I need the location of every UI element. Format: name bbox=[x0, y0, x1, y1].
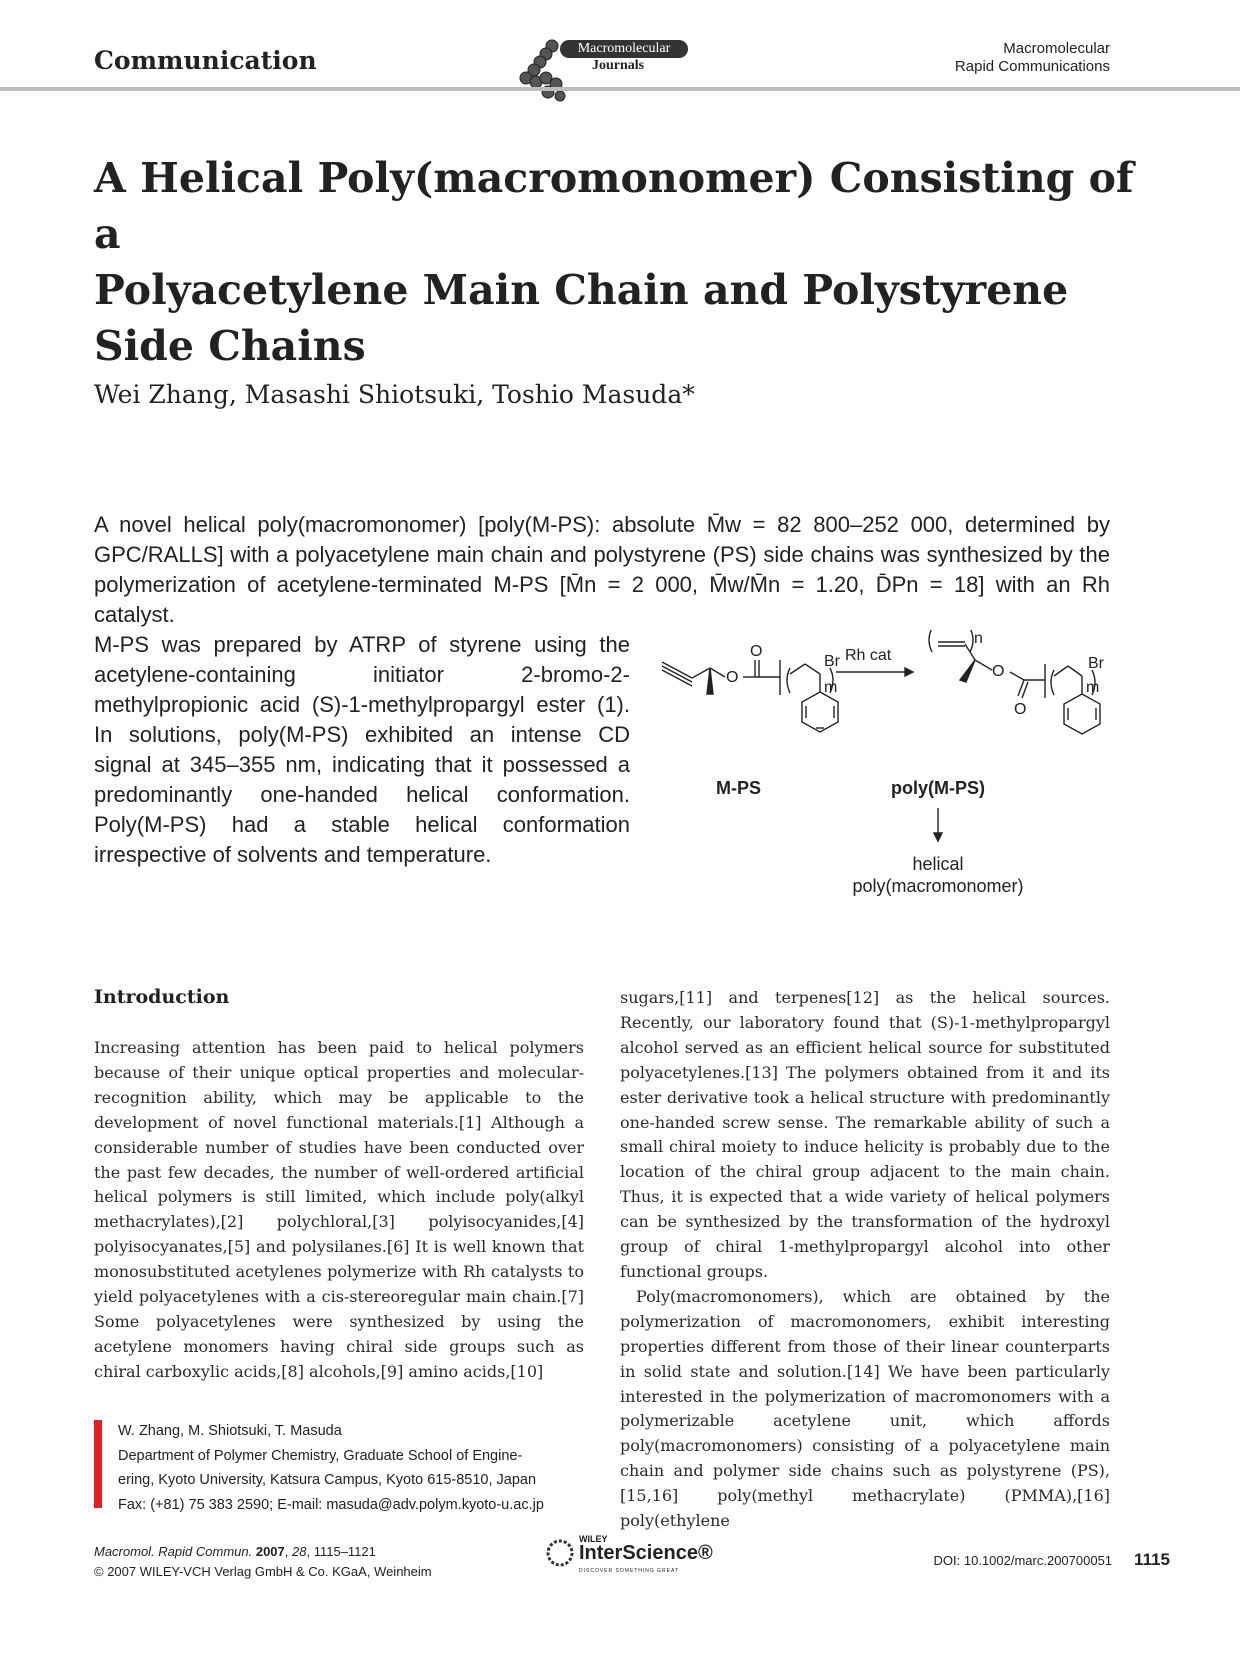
copyright: © 2007 WILEY-VCH Verlag GmbH & Co. KGaA, Weinheim bbox=[94, 1564, 432, 1579]
affiliation-line: Department of Polymer Chemistry, Graduate School of Engine- bbox=[118, 1447, 523, 1464]
globe-icon bbox=[545, 1538, 575, 1568]
reaction-scheme bbox=[640, 630, 1120, 950]
affiliation-contact: Fax: (+81) 75 383 2590; E-mail: masuda@adv.polym.kyoto-u.ac.jp bbox=[118, 1496, 544, 1513]
citation-footer bbox=[94, 1542, 432, 1582]
citation-year: 2007 bbox=[255, 1544, 285, 1559]
title-line: Side Chains bbox=[94, 322, 366, 370]
chemical-structure-diagram bbox=[640, 630, 1120, 950]
atom-br: Br bbox=[824, 653, 840, 670]
monomer-label: M-PS bbox=[716, 778, 761, 798]
atom-o: O bbox=[992, 663, 1005, 680]
atom-o: O bbox=[1014, 701, 1027, 718]
author-list: Wei Zhang, Masashi Shiotsuki, Toshio Masuda* bbox=[94, 380, 695, 409]
section-label: Communication bbox=[94, 46, 317, 75]
polymer-label: poly(M-PS) bbox=[891, 778, 985, 798]
atom-o: O bbox=[726, 669, 739, 686]
intro-right-paragraph-2: Poly(macromonomers), which are obtained by the polymerization of macromonomers, exhibit interesting properties different from those of their linear counterparts in solid state and solution.[14] We have been particularly interested in the polymerization of macromonomers with a polymerizable acetylene unit, which affords poly(macromonomers) consisting of a polyacetylene main chain and polymer side chains such as polystyrene (PS),[15,16] poly(methyl methacrylate) (PMMA),[16] poly(ethylene bbox=[620, 1286, 1110, 1531]
publisher-top: WILEY bbox=[579, 1534, 608, 1544]
abstract-full-width: A novel helical poly(macromonomer) [poly(M-PS): absolute M̄w = 82 800–252 000, determined by GPC/RALLS] with a polyacetylene main chain and polystyrene (PS) side chains was synthesized by the polymerization of acetylene-terminated M-PS [M̄n = 2 000, M̄w/M̄n = 1.20, D̄Pn = 18] with an Rh catalyst. bbox=[94, 512, 1110, 627]
citation-journal: Macromol. Rapid Commun. bbox=[94, 1544, 253, 1559]
affiliation-text bbox=[118, 1419, 544, 1517]
logo-text-bottom: Journals bbox=[592, 58, 645, 73]
title-line: Polyacetylene Main Chain and Polystyrene bbox=[94, 266, 1069, 314]
affiliation-accent-bar bbox=[94, 1420, 102, 1508]
journal-name-line1: Macromolecular bbox=[1003, 40, 1110, 57]
citation-line: Macromol. Rapid Commun. 2007, 28, 1115–1121 bbox=[94, 1544, 376, 1559]
subscript-n: n bbox=[974, 630, 983, 647]
subscript-m: m bbox=[1086, 679, 1100, 696]
publisher-brand: InterScience® bbox=[579, 1542, 713, 1564]
intro-right-column bbox=[620, 986, 1110, 1534]
doi-footer bbox=[934, 1550, 1170, 1570]
product-label-line1: helical bbox=[912, 854, 964, 874]
publisher-logo bbox=[545, 1534, 725, 1578]
title-line: A Helical Poly(macromonomer) Consisting of a bbox=[94, 154, 1134, 258]
author-affiliation bbox=[94, 1420, 584, 1513]
journal-name-line2: Rapid Communications bbox=[954, 58, 1110, 75]
atom-o: O bbox=[750, 643, 763, 660]
publisher-tagline: DISCOVER SOMETHING GREAT bbox=[579, 1568, 680, 1574]
citation-volume: 28 bbox=[292, 1544, 307, 1559]
journal-logo bbox=[512, 36, 692, 106]
journal-name bbox=[955, 40, 1110, 76]
intro-right-paragraph-1: sugars,[11] and terpenes[12] as the helical sources. Recently, our laboratory found that (S)-1-methylpropargyl alcohol served as an efficient helical source for substituted polyacetylenes.[13] The polymers obtained from it and its ester derivative took a helical structure with predominantly one-handed screw sense. The remarkable ability of such a small chiral moiety to induce helicity is probably due to the location of the chiral group adjacent to the main chain. Thus, it is expected that a wide variety of helical polymers can be synthesized by the transformation of the hydroxyl group of chiral 1-methylpropargyl alcohol into other functional groups. bbox=[620, 988, 1110, 1281]
reagent-label: Rh cat bbox=[845, 647, 892, 664]
doi: DOI: 10.1002/marc.200700051 bbox=[933, 1553, 1113, 1568]
affiliation-line: ering, Kyoto University, Katsura Campus, Kyoto 615-8510, Japan bbox=[118, 1472, 537, 1488]
product-label-line2: poly(macromonomer) bbox=[852, 876, 1024, 896]
logo-text-top: Macromolecular bbox=[560, 40, 688, 58]
header-divider bbox=[0, 87, 1240, 91]
page-number: 1115 bbox=[1134, 1550, 1170, 1569]
citation-pages: 1115–1121 bbox=[313, 1544, 376, 1559]
section-heading-introduction: Introduction bbox=[94, 986, 230, 1008]
atom-br: Br bbox=[1088, 655, 1104, 672]
abstract-narrow: M-PS was prepared by ATRP of styrene using the acetylene-containing initiator 2-bromo-2-methylpropionic acid (S)-1-methylpropargyl ester (1). In solutions, poly(M-PS) exhibited an intense CD signal at 345–355 nm, indicating that it possessed a predominantly one-handed helical conformation. Poly(M-PS) had a stable helical conformation irrespective of solvents and temperature. bbox=[94, 632, 630, 867]
affiliation-names: W. Zhang, M. Shiotsuki, T. Masuda bbox=[118, 1423, 342, 1439]
intro-left-column: Increasing attention has been paid to helical polymers because of their unique optical properties and molecular-recognition ability, which may be applicable to the development of novel functional materials.[1] Although a considerable number of studies have been conducted over the past few decades, the number of well-ordered artificial helical polymers is still limited, which include poly(alkyl methacrylates),[2] polychloral,[3] polyisocyanides,[4] polyisocyanates,[5] and polysilanes.[6] It is well known that monosubstituted acetylenes polymerize with Rh catalysts to yield polyacetylenes with a cis-stereoregular main chain.[7] Some polyacetylenes were synthesized by using the acetylene monomers having chiral side groups such as chiral carboxylic acids,[8] alcohols,[9] amino acids,[10] bbox=[94, 1038, 584, 1381]
article-title bbox=[94, 150, 1154, 374]
subscript-m: m bbox=[824, 679, 838, 696]
